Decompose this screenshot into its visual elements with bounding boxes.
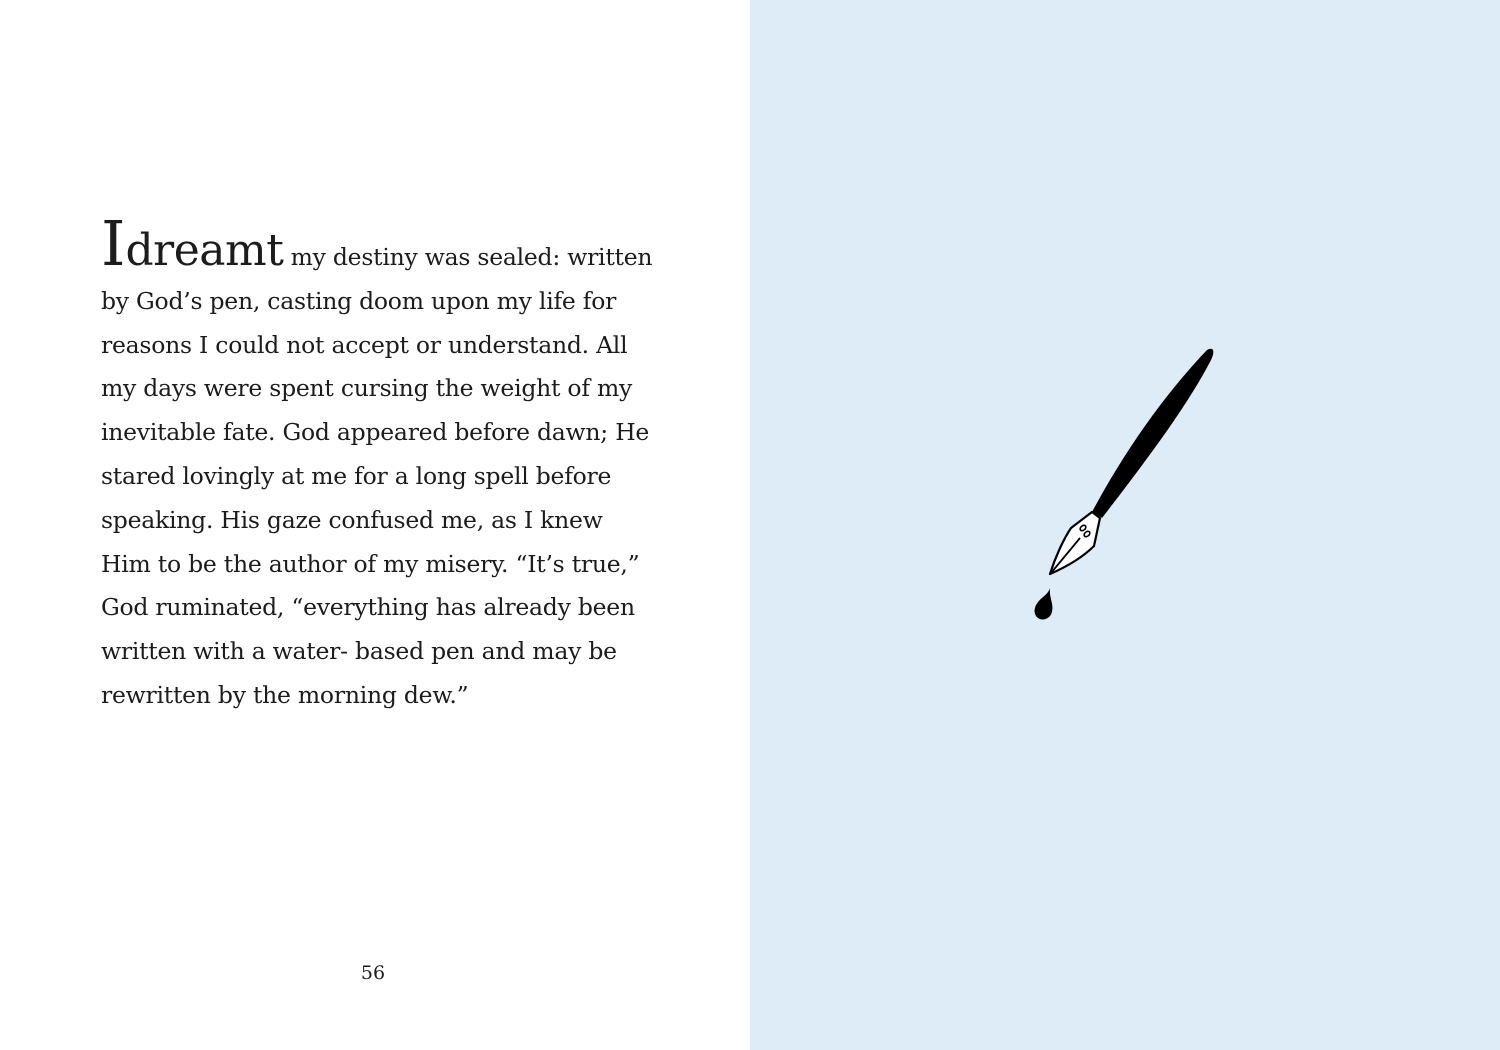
story-paragraph	[101, 207, 661, 718]
paragraph-line	[101, 207, 661, 280]
fountain-pen-icon	[1020, 340, 1230, 640]
line-text: my destiny was sealed: written	[283, 243, 653, 271]
paragraph-line: my days were spent cursing the weight of my	[101, 374, 633, 403]
paragraph-line: Him to be the author of my misery. “It’s true,”	[101, 549, 640, 578]
paragraph-line: speaking. His gaze confused me, as I knew	[101, 505, 603, 534]
paragraph-line: written with a water- based pen and may be	[101, 637, 617, 666]
lead-word: dreamt	[125, 225, 284, 276]
page-number: 56	[360, 962, 386, 984]
drop-initial: I	[101, 207, 126, 280]
paragraph-line: reasons I could not accept or understand. All	[101, 330, 628, 359]
pen-barrel	[1092, 349, 1213, 518]
ink-drop-icon	[1035, 588, 1053, 619]
paragraph-line: rewritten by the morning dew.”	[101, 680, 469, 709]
paragraph-line: stared lovingly at me for a long spell before	[101, 461, 612, 490]
paragraph-line: God ruminated, “everything has already been	[101, 593, 635, 622]
paragraph-line: inevitable fate. God appeared before dawn; He	[101, 418, 650, 447]
paragraph-line: by God’s pen, casting doom upon my life for	[101, 286, 617, 315]
